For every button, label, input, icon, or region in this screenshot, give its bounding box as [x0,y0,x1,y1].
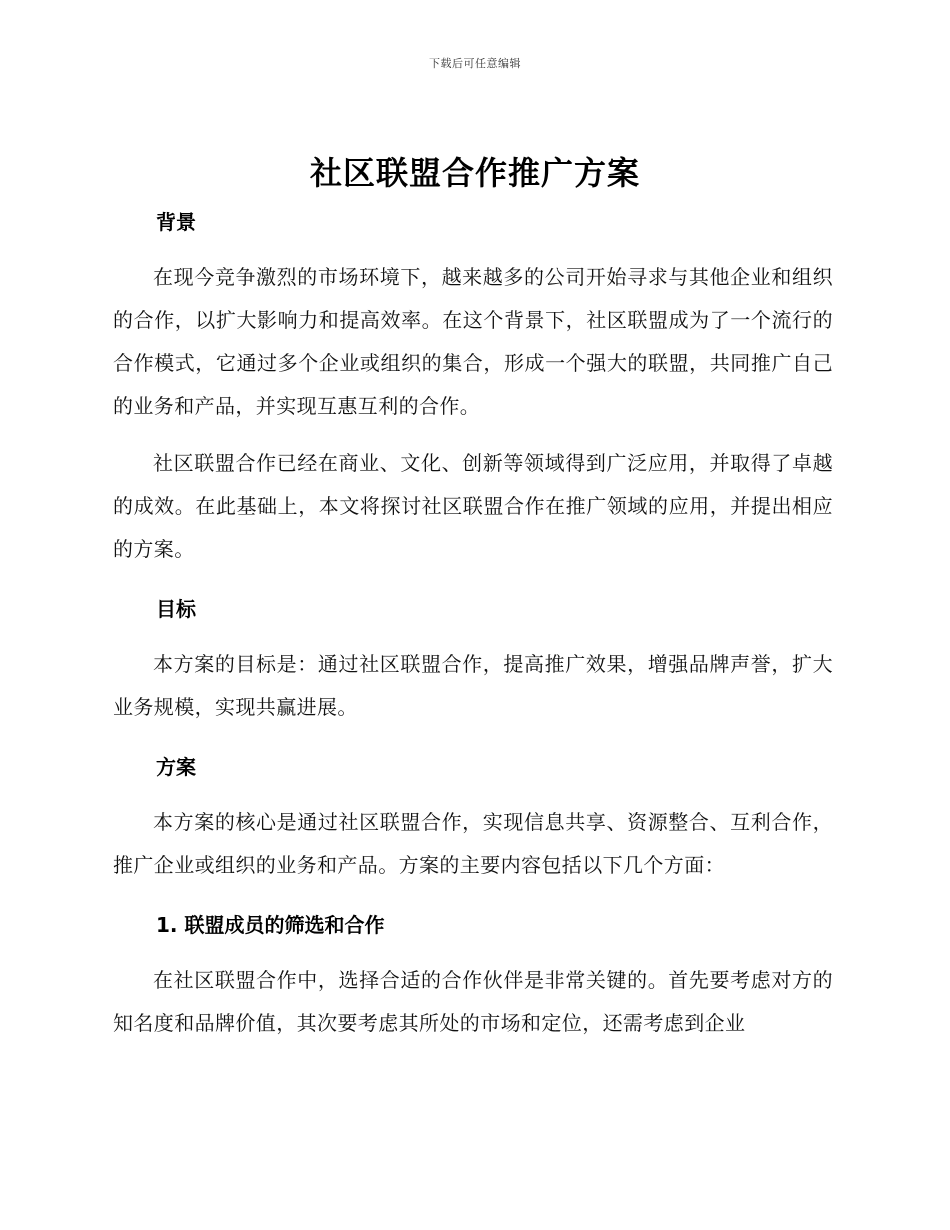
member-selection-paragraph: 在社区联盟合作中，选择合适的合作伙伴是非常关键的。首先要考虑对方的知名度和品牌价值，其次要考虑其所处的市场和定位，还需考虑到企业 [113,968,833,1035]
background-paragraph-1: 在现今竞争激烈的市场环境下，越来越多的公司开始寻求与其他企业和组织的合作，以扩大影响力和提高效率。在这个背景下，社区联盟成为了一个流行的合作模式，它通过多个企业或组织的集合，形成一个强大的联盟，共同推广自己的业务和产品，并实现互惠互利的合作。 [113,265,833,418]
background-paragraph-2: 社区联盟合作已经在商业、文化、创新等领域得到广泛应用，并取得了卓越的成效。在此基础上，本文将探讨社区联盟合作在推广领域的应用，并提出相应的方案。 [113,451,833,561]
document-title: 社区联盟合作推广方案 [309,154,640,192]
section-heading-background: 背景 [156,210,196,234]
header-note: 下载后可任意编辑 [429,57,521,70]
plan-paragraph: 本方案的核心是通过社区联盟合作，实现信息共享、资源整合、互利合作，推广企业或组织的业务和产品。方案的主要内容包括以下几个方面： [113,810,833,877]
section-heading-goal: 目标 [156,597,196,621]
section-heading-plan: 方案 [156,755,196,779]
section-heading-member-selection: 1. 联盟成员的筛选和合作 [156,913,385,937]
goal-paragraph: 本方案的目标是：通过社区联盟合作，提高推广效果，增强品牌声誉，扩大业务规模，实现共赢进展。 [113,652,833,719]
document-body [113,202,833,1045]
